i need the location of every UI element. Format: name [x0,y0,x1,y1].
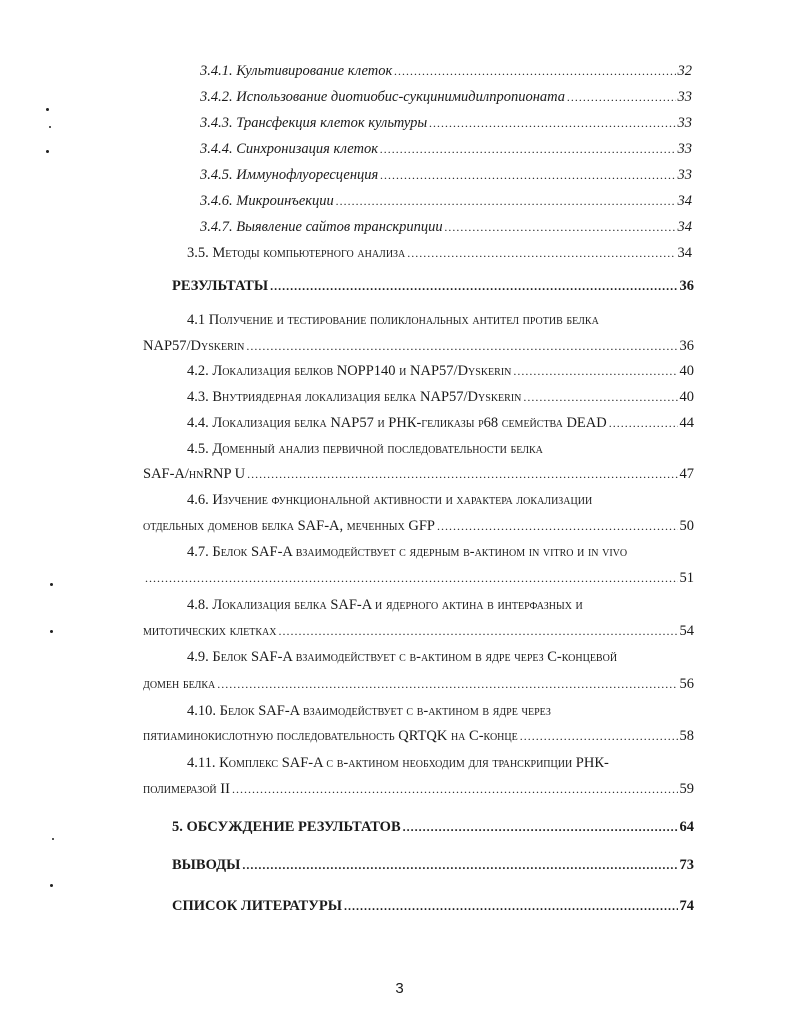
toc-entry-4-11 [143,780,694,798]
toc-entry-4-6 [143,517,694,535]
toc-entry-page: 36 [679,278,694,294]
toc-entry-page: 34 [677,193,692,209]
toc-entry-title: 3.4.1. Культивирование клеток [200,63,393,79]
toc-entry-page: 50 [679,518,694,534]
toc-entry-4-11-lead: 4.11. Комплекс SAF-A с β-актином необходим для транскрипции РНК- [187,755,609,771]
toc-entry-page: 34 [677,219,692,235]
dot-leader [278,622,677,640]
toc-entry-4-10 [143,727,694,745]
toc-entry-title: 4.4. Локализация белка NAP57 и РНК-геликазы р68 семейства DEAD [187,415,607,431]
toc-entry-title: митотических клетках [143,623,277,639]
toc-entry-4-10-lead: 4.10. Белок SAF-A взаимодействует с β-актином в ядре через [187,703,551,719]
dot-leader [520,727,678,745]
dot-leader [429,114,675,132]
toc-entry-discussion [172,818,694,836]
toc-entry-title: ВЫВОДЫ [172,857,241,873]
toc-entry-page: 74 [679,898,694,914]
dot-leader [380,140,675,158]
toc-entry-4-7-lead: 4.7. Белок SAF-A взаимодействует с ядерным β-актином in vitro и in vivo [187,544,628,560]
toc-entry-title: 3.4.4. Синхронизация клеток [200,141,379,157]
toc-entry-4-5-lead: 4.5. Доменный анализ первичной последовательности белка [187,441,543,457]
dot-leader [437,517,678,535]
scan-speck [49,126,51,128]
toc-entry-page: 33 [677,89,692,105]
toc-entry-4-1 [143,337,694,355]
toc-entry-4-1-lead: 4.1 Получение и тестирование поликлональных антител против белка [187,312,599,328]
toc-entry-title: 3.4.7. Выявление сайтов транскрипции [200,219,443,235]
scan-speck [46,150,49,153]
toc-entry-title: пятиаминокислотную последовательность QRTQK на С-конце [143,728,518,744]
toc-entry-title: 3.4.2. Использование диотиобис-сукцинимидилпропионата [200,89,566,105]
page-number: 3 [395,980,404,997]
toc-entry-page: 34 [677,245,692,261]
dot-leader [394,62,675,80]
toc-entry-4-7 [143,569,694,587]
dot-leader [403,818,678,836]
toc-entry-page: 56 [679,676,694,692]
toc-entry-page: 59 [679,781,694,797]
dot-leader [217,675,677,693]
toc-entry-references [172,897,694,915]
toc-entry-page: 58 [679,728,694,744]
toc-entry-title: 3.4.6. Микроинъекции [200,193,334,209]
dot-leader [445,218,676,236]
toc-entry-page: 33 [677,141,692,157]
toc-entry-title: NAP57/Dyskerin [143,338,245,354]
toc-entry-page: 40 [679,389,694,405]
dot-leader [270,277,677,295]
scan-speck [46,108,49,111]
dot-leader [380,166,675,184]
dot-leader [407,244,675,262]
toc-entry-page: 47 [679,466,694,482]
toc-entry-page: 33 [677,115,692,131]
dot-leader [145,569,678,587]
toc-entry-title: домен белка [143,676,216,692]
toc-entry-page: 44 [679,415,694,431]
toc-entry-page: 54 [679,623,694,639]
toc-entry-page: 40 [679,363,694,379]
scan-speck [50,884,53,887]
toc-entry-3-4-1 [200,62,692,80]
dot-leader [513,362,677,380]
toc-entry-title: 4.3. Внутриядерная локализация белка NAP57/Dyskerin [187,389,522,405]
toc-entry-4-9 [143,675,694,693]
dot-leader [336,192,676,210]
toc-entry-3-4-3 [200,114,692,132]
toc-entry-title: SAF-A/hnRNP U [143,466,246,482]
dot-leader [609,414,678,432]
toc-entry-title: 3.4.5. Иммунофлуоресценция [200,167,379,183]
toc-entry-page: 32 [677,63,692,79]
toc-entry-title: 5. ОБСУЖДЕНИЕ РЕЗУЛЬТАТОВ [172,819,401,835]
toc-entry-title: 3.5. Методы компьютерного анализа [187,245,406,261]
toc-entry-page: 33 [677,167,692,183]
toc-entry-3-4-4 [200,140,692,158]
toc-entry-4-6-lead: 4.6. Изучение функциональной активности и характера локализации [187,492,593,508]
dot-leader [523,388,677,406]
scan-speck [50,583,53,586]
toc-entry-page: 36 [679,338,694,354]
toc-entry-3-4-2 [200,88,692,106]
dot-leader [232,780,678,798]
scan-speck [52,838,54,840]
toc-entry-3-4-7 [200,218,692,236]
toc-entry-3-4-6 [200,192,692,210]
toc-entry-4-8 [143,622,694,640]
toc-entry-title: отдельных доменов белка SAF-A, меченных GFP [143,518,435,534]
toc-entry-4-2 [187,362,694,380]
dot-leader [247,465,677,483]
toc-entry-3-4-5 [200,166,692,184]
toc-entry-4-4 [187,414,694,432]
dot-leader [567,88,675,106]
dot-leader [242,856,677,874]
toc-entry-4-8-lead: 4.8. Локализация белка SAF-A и ядерного актина в интерфазных и [187,597,583,613]
toc-entry-title: СПИСОК ЛИТЕРАТУРЫ [172,898,342,914]
toc-entry-4-9-lead: 4.9. Белок SAF-A взаимодействует с β-актином в ядре через С-концевой [187,649,618,665]
toc-entry-title: полимеразой II [143,781,230,797]
dot-leader [246,337,677,355]
toc-entry-4-5 [143,465,694,483]
toc-entry-4-3 [187,388,694,406]
toc-entry-title: РЕЗУЛЬТАТЫ [172,278,269,294]
toc-entry-page: 51 [679,570,694,586]
toc-entry-title: 4.2. Локализация белков NOPP140 и NAP57/Dyskerin [187,363,512,379]
toc-entry-title: 3.4.3. Трансфекция клеток культуры [200,115,428,131]
toc-entry-page: 64 [679,819,694,835]
toc-entry-results [172,277,694,295]
toc-entry-conclusions [172,856,694,874]
toc-entry-3-5 [187,244,692,262]
scan-speck [50,630,53,633]
dot-leader [344,897,678,915]
toc-entry-page: 73 [679,857,694,873]
